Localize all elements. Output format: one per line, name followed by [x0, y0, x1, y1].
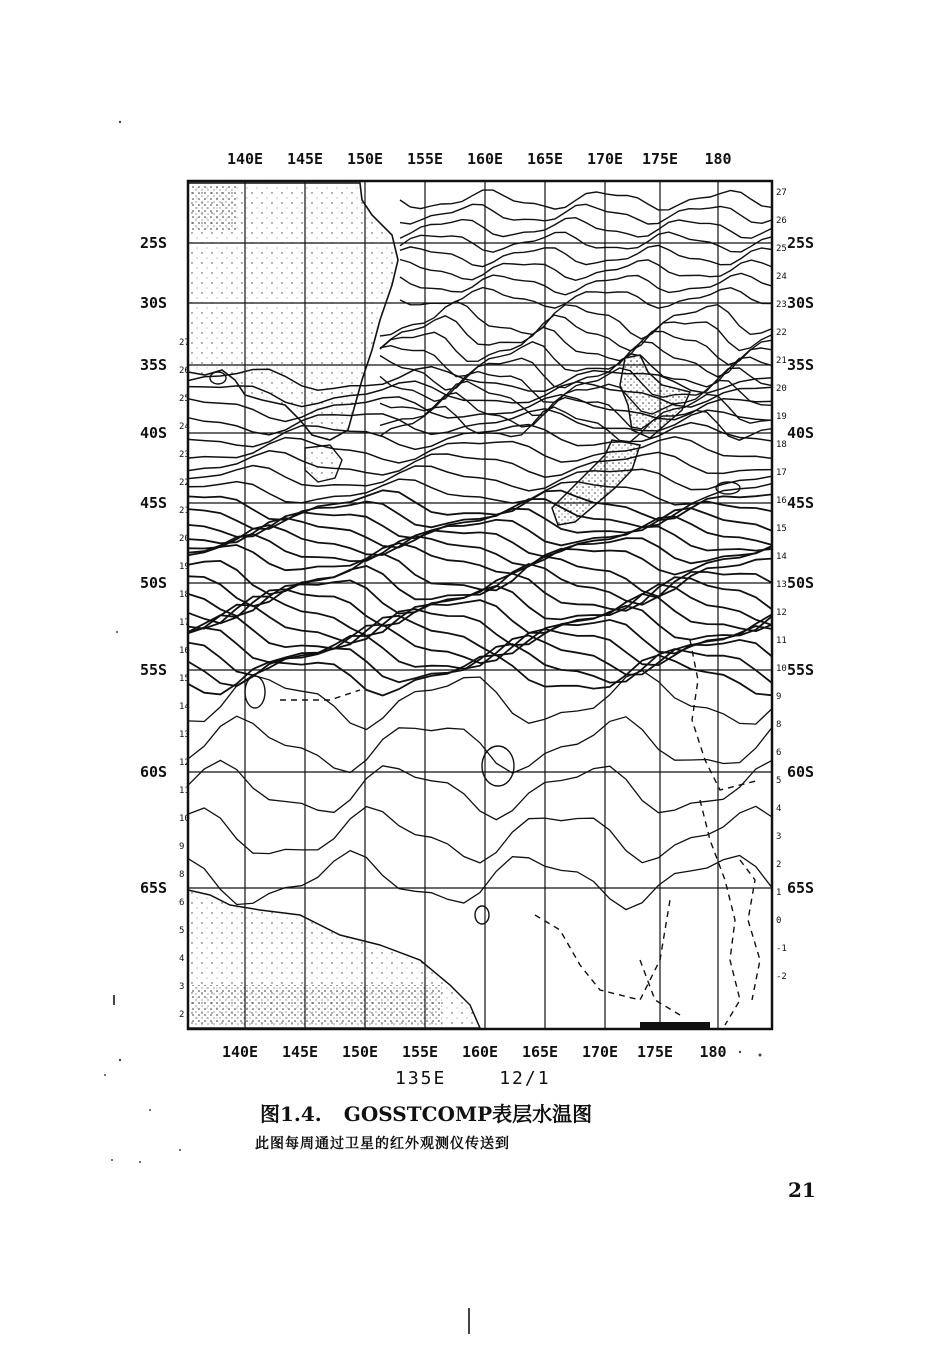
contour-label-right-23: 3 — [776, 832, 782, 842]
isotherm-9 — [380, 315, 772, 351]
contour-label-right-24: 2 — [776, 860, 782, 870]
subtitle-right: 12/1 — [499, 1068, 551, 1089]
right-label-5: 50S — [787, 574, 815, 592]
isotherm-48 — [188, 851, 772, 910]
right-label-0: 25S — [787, 234, 815, 252]
contour-label-right-27: -1 — [776, 944, 787, 954]
contour-label-left-4: 23 — [179, 450, 190, 460]
contour-label-right-19: 8 — [776, 720, 782, 730]
isotherm-16 — [380, 407, 772, 442]
right-label-8: 65S — [787, 879, 815, 897]
top-label-5: 165E — [526, 150, 564, 168]
isotherm-47 — [188, 806, 772, 863]
contour-label-right-10: 17 — [776, 468, 787, 478]
isotherm-21 — [188, 423, 772, 450]
contour-label-left-2: 25 — [179, 394, 190, 404]
left-label-4: 45S — [140, 494, 168, 512]
australia-dense-stipple — [192, 186, 237, 231]
contour-label-left-1: 26 — [179, 366, 190, 376]
isotherm-38 — [188, 605, 772, 646]
bot-label-2: 150E — [341, 1043, 379, 1061]
isotherm-23 — [188, 451, 772, 477]
contour-label-right-8: 19 — [776, 412, 787, 422]
contour-label-right-26: 0 — [776, 916, 782, 926]
isotherm-44 — [188, 671, 772, 730]
right-label-7: 60S — [787, 763, 815, 781]
contour-label-right-21: 5 — [776, 776, 782, 786]
bot-label-6: 170E — [581, 1043, 619, 1061]
contour-label-left-13: 14 — [179, 702, 190, 712]
contour-label-right-5: 22 — [776, 328, 787, 338]
left-label-2: 35S — [140, 356, 168, 374]
right-label-2: 35S — [787, 356, 815, 374]
figure-caption — [260, 1098, 592, 1127]
isotherm-8 — [380, 301, 772, 339]
top-label-7: 175E — [641, 150, 679, 168]
bot-label-7: 175E — [636, 1043, 674, 1061]
isotherm-31 — [188, 534, 772, 566]
left-label-1: 30S — [140, 294, 168, 312]
contour-label-left-19: 8 — [179, 870, 185, 880]
isotherm-11 — [380, 342, 772, 377]
contour-label-left-11: 16 — [179, 646, 190, 656]
contour-label-left-15: 12 — [179, 758, 190, 768]
contour-label-right-11: 16 — [776, 496, 787, 506]
isotherm-30 — [188, 525, 772, 557]
bot-label-4: 160E — [461, 1043, 499, 1061]
antarctica-dense-stipple — [192, 985, 442, 1025]
contour-label-left-18: 9 — [179, 842, 185, 852]
closed-eddy-4 — [210, 372, 226, 384]
dashed-isotherm-2 — [740, 860, 760, 1000]
left-label-8: 65S — [140, 879, 168, 897]
closed-eddy-1 — [482, 746, 514, 786]
contour-label-right-3: 24 — [776, 272, 787, 282]
contour-label-left-0: 27 — [179, 338, 190, 348]
contour-label-right-15: 12 — [776, 608, 787, 618]
left-label-3: 40S — [140, 424, 168, 442]
contour-label-right-14: 13 — [776, 580, 787, 590]
dashed-isotherm-1 — [700, 800, 740, 1025]
contour-label-left-12: 15 — [179, 674, 190, 684]
top-label-1: 145E — [286, 150, 324, 168]
figure-number: 图1.4. — [260, 1102, 322, 1126]
right-label-3: 40S — [787, 424, 815, 442]
contour-label-right-2: 25 — [776, 244, 787, 254]
contour-label-right-12: 15 — [776, 524, 787, 534]
contour-label-right-17: 10 — [776, 664, 787, 674]
left-label-5: 50S — [140, 574, 168, 592]
contour-label-left-21: 5 — [179, 926, 185, 936]
isotherm-45 — [188, 716, 772, 773]
top-label-4: 160E — [466, 150, 504, 168]
contour-label-left-14: 13 — [179, 730, 190, 740]
isotherm-20 — [188, 409, 772, 435]
contour-label-left-5: 22 — [179, 478, 190, 488]
contour-label-right-28: -2 — [776, 972, 787, 982]
contour-label-left-7: 20 — [179, 534, 190, 544]
page-number: 21 — [788, 1178, 816, 1202]
bot-label-3: 155E — [401, 1043, 439, 1061]
contour-label-right-16: 11 — [776, 636, 787, 646]
isotherm-36 — [188, 584, 772, 626]
bot-label-1: 145E — [281, 1043, 319, 1061]
left-label-6: 55S — [140, 661, 168, 679]
contour-label-right-13: 14 — [776, 552, 787, 562]
contour-label-left-10: 17 — [179, 618, 190, 628]
contour-label-left-8: 19 — [179, 562, 190, 572]
top-label-0: 140E — [226, 150, 264, 168]
top-label-8: 180 — [704, 150, 732, 168]
contour-label-right-20: 6 — [776, 748, 782, 758]
isotherm-2 — [400, 218, 772, 239]
left-label-7: 60S — [140, 763, 168, 781]
contour-label-right-0: 27 — [776, 188, 787, 198]
contour-label-right-18: 9 — [776, 692, 782, 702]
figure-title: GOSSTCOMP表层水温图 — [343, 1102, 593, 1126]
contour-label-right-25: 1 — [776, 888, 782, 898]
contour-label-left-3: 24 — [179, 422, 190, 432]
contour-label-left-16: 11 — [179, 786, 190, 796]
closed-eddy-2 — [475, 906, 489, 924]
figure-subcaption: 此图每周通过卫星的红外观测仪传送到 — [255, 1136, 510, 1152]
isotherm-41 — [188, 635, 772, 675]
contour-label-right-9: 18 — [776, 440, 787, 450]
isotherm-37 — [188, 594, 772, 636]
subtitle-left: 135E — [395, 1068, 447, 1089]
isotherm-26 — [188, 490, 772, 520]
contour-label-left-23: 3 — [179, 982, 185, 992]
map-subtitle — [395, 1068, 591, 1089]
contour-label-right-1: 26 — [776, 216, 787, 226]
isotherm-25 — [188, 479, 772, 505]
isotherm-4 — [400, 245, 772, 266]
contour-label-right-4: 23 — [776, 300, 787, 310]
contour-label-left-17: 10 — [179, 814, 190, 824]
bot-label-5: 165E — [521, 1043, 559, 1061]
contour-label-left-20: 6 — [179, 898, 185, 908]
contour-label-right-7: 20 — [776, 384, 787, 394]
bot-label-8: 180 — [699, 1043, 727, 1061]
isotherm-24 — [188, 466, 772, 491]
contour-label-left-9: 18 — [179, 590, 190, 600]
contour-label-left-24: 2 — [179, 1010, 185, 1020]
contour-label-right-6: 21 — [776, 356, 787, 366]
right-label-4: 45S — [787, 494, 815, 512]
contour-label-right-22: 4 — [776, 804, 782, 814]
contour-label-left-6: 21 — [179, 506, 190, 516]
right-label-6: 55S — [787, 661, 815, 679]
left-label-0: 25S — [140, 234, 168, 252]
closed-eddy-0 — [245, 676, 265, 708]
contour-label-left-22: 4 — [179, 954, 185, 964]
right-label-1: 30S — [787, 294, 815, 312]
isotherm-3 — [400, 232, 772, 252]
top-label-3: 155E — [406, 150, 444, 168]
top-label-2: 150E — [346, 150, 384, 168]
bot-label-0: 140E — [221, 1043, 259, 1061]
top-label-6: 170E — [586, 150, 624, 168]
isotherm-46 — [188, 760, 772, 819]
